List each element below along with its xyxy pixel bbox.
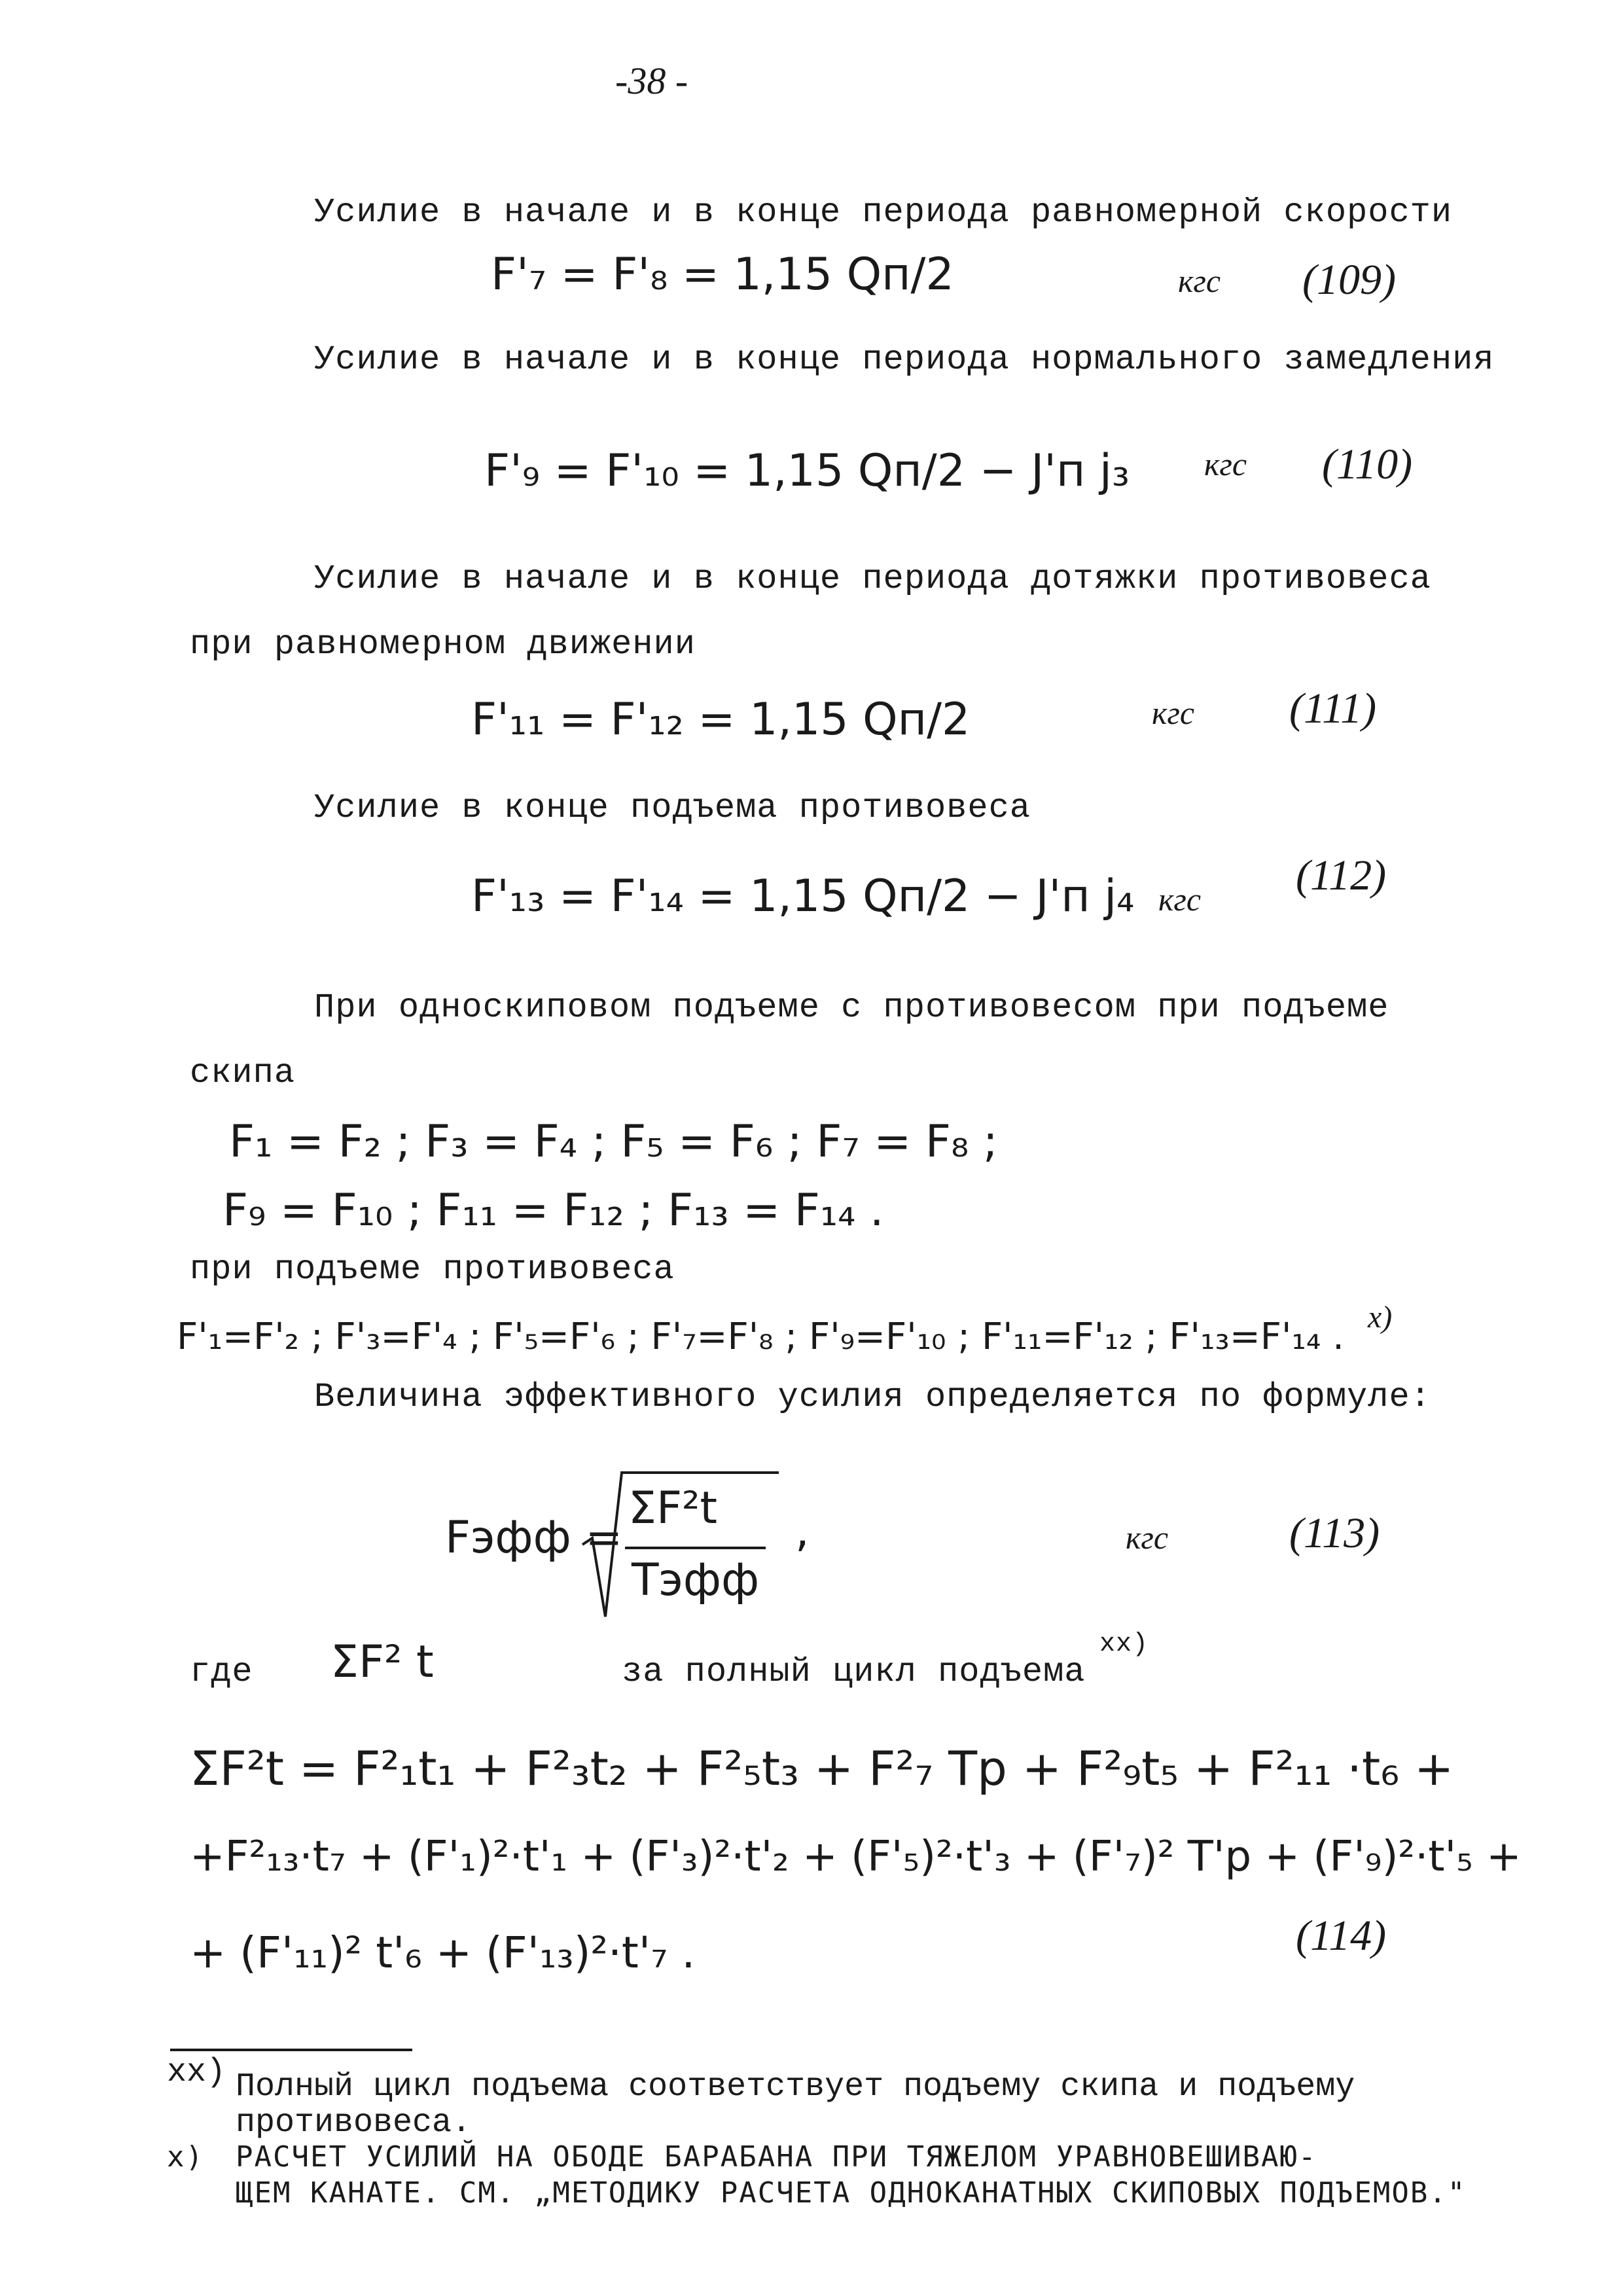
text-line: Усилие в начале и в конце периода нормального замедления [314, 340, 1495, 379]
equation-113-comma: , [795, 1505, 810, 1557]
footnote-marker: x) [1368, 1300, 1393, 1335]
equation-110: F'₉ = F'₁₀ = 1,15 Qп/2 − J'п j₃ [484, 445, 1130, 497]
unit-label: кгс [1158, 881, 1202, 918]
equation-number: (112) [1296, 852, 1387, 899]
footnote-marker: x) [167, 2140, 204, 2174]
text-line: Величина эффективного усилия определяется по формуле: [314, 1378, 1431, 1416]
text-line: где [190, 1653, 253, 1691]
footnote-rule [170, 2049, 412, 2051]
equation-set: F₁ = F₂ ; F₃ = F₄ ; F₅ = F₆ ; F₇ = F₈ ; [229, 1116, 998, 1168]
sum-expression: ΣF² t [330, 1636, 434, 1688]
footnote-text: противовеса. [236, 2104, 472, 2142]
unit-label: кгс [1126, 1519, 1169, 1556]
text-line: при подъеме противовеса [190, 1250, 675, 1289]
equation-114-line3: + (F'₁₁)² t'₆ + (F'₁₃)²·t'₇ . [190, 1928, 696, 1978]
equation-112: F'₁₃ = F'₁₄ = 1,15 Qп/2 − J'п j₄ [471, 870, 1135, 922]
equation-113-numerator: ΣF²t [628, 1482, 717, 1534]
equation-113-denominator: Tэфф [632, 1554, 760, 1606]
footnote-text: ЩЕМ КАНАТЕ. СМ. „МЕТОДИКУ РАСЧЕТА ОДНОКАНАТНЫХ СКИПОВЫХ ПОДЪЕМОВ." [236, 2176, 1467, 2210]
text-line: Усилие в конце подъема противовеса [314, 789, 1031, 827]
text-line: при равномерном движении [190, 625, 696, 664]
page-number: -38 - [615, 60, 688, 102]
equation-114-line2: +F²₁₃·t₇ + (F'₁)²·t'₁ + (F'₃)²·t'₂ + (F'₅)²·t'₃ + (F'₇)² T'p + (F'₉)²·t'₅ + [190, 1833, 1522, 1881]
footnote-marker: xx) [167, 2054, 226, 2091]
equation-number: (110) [1322, 440, 1413, 488]
equation-114-line1: ΣF²t = F²₁t₁ + F²₃t₂ + F²₅t₃ + F²₇ Tp + F²₉t₅ + F²₁₁ ·t₆ + [190, 1741, 1454, 1796]
text-line: При односкиповом подъеме с противовесом при подъеме [314, 988, 1389, 1027]
unit-label: кгс [1178, 262, 1221, 299]
text-line: скипа [190, 1054, 296, 1092]
footnote-text: Полный цикл подъема соответствует подъему скипа и подъему [236, 2068, 1355, 2106]
equation-109: F'₇ = F'₈ = 1,15 Qп/2 [491, 249, 954, 300]
equation-number: (109) [1302, 256, 1396, 304]
text-line: Усилие в начале и в конце периода равномерной скорости [314, 193, 1453, 232]
footnote-text: РАСЧЕТ УСИЛИЙ НА ОБОДЕ БАРАБАНА ПРИ ТЯЖЕЛОМ УРАВНОВЕШИВАЮ- [236, 2140, 1317, 2174]
equation-111: F'₁₁ = F'₁₂ = 1,15 Qп/2 [471, 694, 971, 745]
text-line: Усилие в начале и в конце периода дотяжки противовеса [314, 560, 1431, 598]
equation-set: F'₁=F'₂ ; F'₃=F'₄ ; F'₅=F'₆ ; F'₇=F'₈ ; F'₉=F'₁₀ ; F'₁₁=F'₁₂ ; F'₁₃=F'₁₄ . [177, 1316, 1344, 1358]
text-line: за полный цикл подъема [622, 1653, 1086, 1691]
equation-113-lhs: Fэфф = [445, 1512, 623, 1564]
equation-number: (113) [1289, 1509, 1380, 1557]
equation-set: F₉ = F₁₀ ; F₁₁ = F₁₂ ; F₁₃ = F₁₄ . [223, 1185, 884, 1236]
equation-number: (111) [1289, 685, 1377, 732]
footnote-marker: xx) [1099, 1630, 1149, 1659]
unit-label: кгс [1204, 446, 1247, 482]
equation-number: (114) [1296, 1912, 1387, 1960]
unit-label: кгс [1152, 694, 1195, 731]
